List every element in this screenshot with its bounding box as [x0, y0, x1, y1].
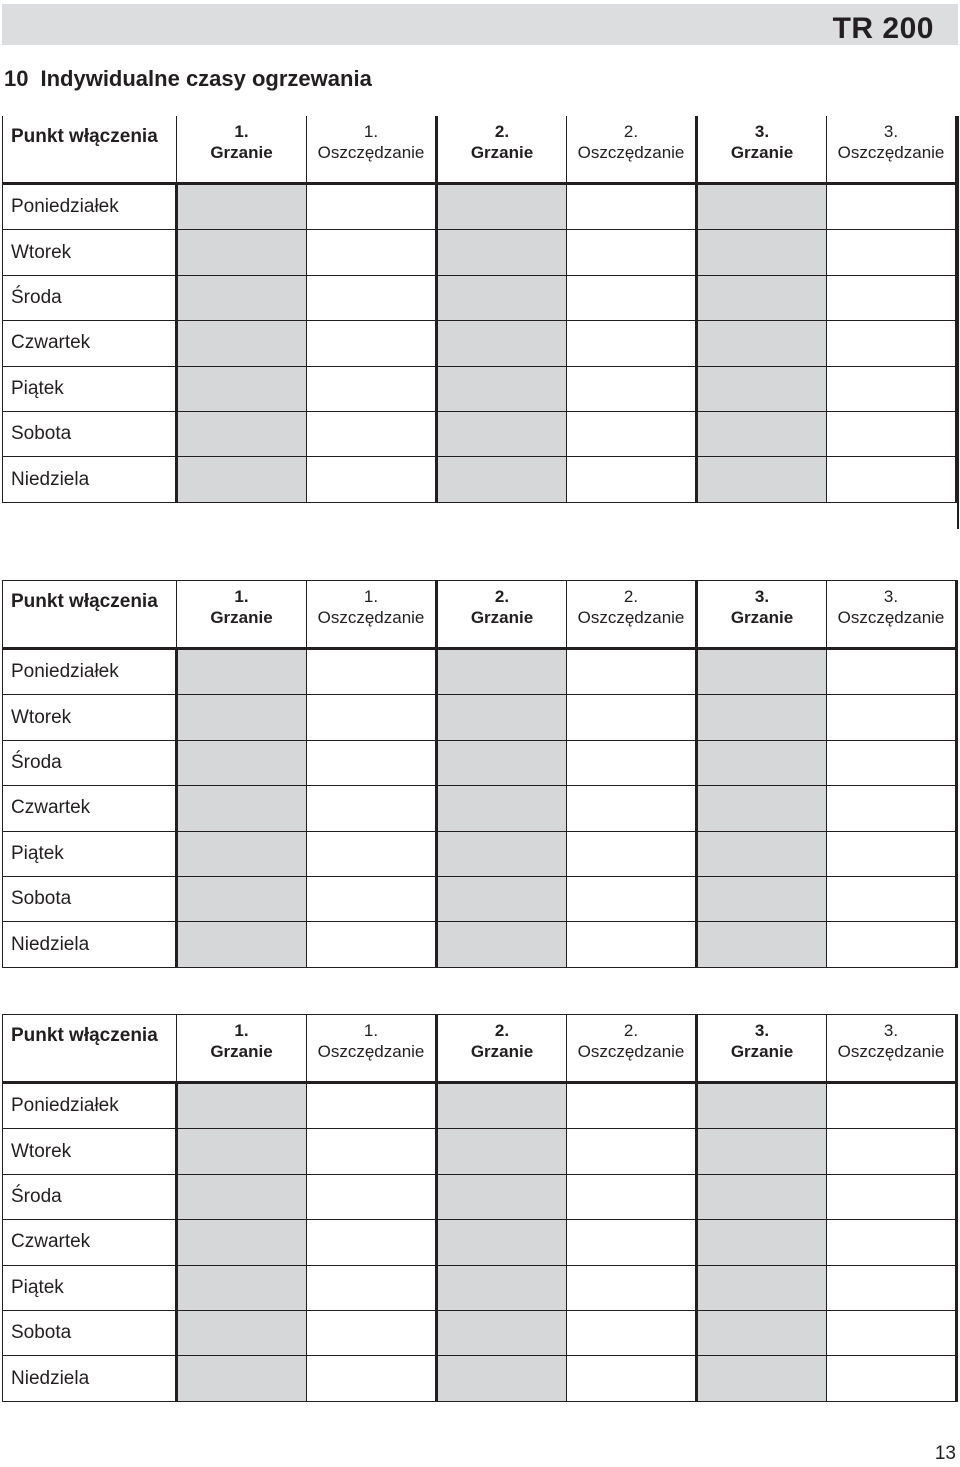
column-header [567, 1015, 697, 1083]
saving-time-cell[interactable] [827, 411, 957, 456]
day-label: Niedziela [3, 922, 177, 967]
saving-time-cell[interactable] [307, 1083, 437, 1129]
saving-time-cell[interactable] [827, 695, 957, 740]
saving-time-cell[interactable] [307, 1129, 437, 1174]
heating-time-cell[interactable] [177, 275, 307, 320]
column-number: 2. [494, 587, 510, 606]
column-header [437, 1015, 567, 1083]
column-number: 2. [494, 1021, 510, 1040]
table-row [3, 366, 957, 411]
column-label: Grzanie [470, 608, 534, 627]
table-row [3, 1129, 957, 1174]
page-number: 13 [934, 1443, 956, 1464]
column-label: Grzanie [210, 608, 273, 627]
heating-time-cell[interactable] [697, 1083, 827, 1129]
heating-time-cell[interactable] [697, 1129, 827, 1174]
saving-time-cell[interactable] [307, 1265, 437, 1310]
heating-time-cell[interactable] [697, 1265, 827, 1310]
column-header [177, 581, 307, 649]
saving-time-cell[interactable] [307, 876, 437, 921]
column-header [437, 581, 567, 649]
heating-time-cell[interactable] [437, 1356, 567, 1401]
column-header [697, 581, 827, 649]
heating-time-cell[interactable] [177, 1083, 307, 1129]
heating-time-cell[interactable] [177, 457, 307, 502]
day-label: Sobota [3, 411, 177, 456]
column-label: Grzanie [210, 1042, 273, 1061]
day-label: Sobota [3, 1310, 177, 1355]
saving-time-cell[interactable] [307, 366, 437, 411]
heating-time-cell[interactable] [437, 831, 567, 876]
table-row [3, 922, 957, 967]
saving-time-cell[interactable] [307, 411, 437, 456]
column-header [827, 116, 957, 184]
saving-time-cell[interactable] [307, 1220, 437, 1265]
saving-time-cell[interactable] [567, 831, 697, 876]
day-label: Środa [3, 1174, 177, 1219]
saving-time-cell[interactable] [307, 649, 437, 695]
column-number: 3. [883, 1021, 899, 1040]
saving-time-cell[interactable] [827, 649, 957, 695]
heating-time-cell[interactable] [177, 695, 307, 740]
day-label: Czwartek [3, 1220, 177, 1265]
saving-time-cell[interactable] [827, 786, 957, 831]
saving-time-cell[interactable] [567, 922, 697, 967]
schedule-table [2, 116, 958, 503]
saving-time-cell[interactable] [567, 740, 697, 785]
saving-time-cell[interactable] [567, 366, 697, 411]
saving-time-cell[interactable] [827, 876, 957, 921]
saving-time-cell[interactable] [827, 1083, 957, 1129]
column-header [307, 581, 437, 649]
heating-time-cell[interactable] [437, 1220, 567, 1265]
table-row [3, 230, 957, 275]
day-label: Wtorek [3, 230, 177, 275]
day-label: Czwartek [3, 321, 177, 366]
table-row [3, 1310, 957, 1355]
table-row [3, 457, 957, 502]
saving-time-cell[interactable] [567, 786, 697, 831]
column-number: 1. [234, 587, 249, 606]
heating-time-cell[interactable] [697, 922, 827, 967]
header-bar [2, 4, 958, 45]
column-number: 3. [754, 1021, 770, 1040]
column-header [567, 581, 697, 649]
column-label: Oszczędzanie [577, 143, 685, 162]
saving-time-cell[interactable] [827, 1129, 957, 1174]
model-name: TR 200 [832, 12, 934, 45]
saving-time-cell[interactable] [567, 1265, 697, 1310]
heating-time-cell[interactable] [177, 831, 307, 876]
saving-time-cell[interactable] [827, 1310, 957, 1355]
heating-time-cell[interactable] [697, 1356, 827, 1401]
saving-time-cell[interactable] [307, 922, 437, 967]
heating-time-cell[interactable] [697, 230, 827, 275]
heating-time-cell[interactable] [177, 876, 307, 921]
saving-time-cell[interactable] [307, 1356, 437, 1401]
heating-time-cell[interactable] [177, 1310, 307, 1355]
heating-time-cell[interactable] [437, 366, 567, 411]
saving-time-cell[interactable] [567, 411, 697, 456]
heating-time-cell[interactable] [697, 1310, 827, 1355]
day-label: Środa [3, 740, 177, 785]
column-number: 1. [363, 122, 379, 141]
column-number: 3. [883, 587, 899, 606]
column-label: Grzanie [730, 608, 794, 627]
heating-time-cell[interactable] [177, 1265, 307, 1310]
column-number: 2. [623, 587, 639, 606]
column-number: 1. [363, 1021, 379, 1040]
saving-time-cell[interactable] [567, 876, 697, 921]
table-row [3, 411, 957, 456]
heating-time-cell[interactable] [697, 649, 827, 695]
heating-time-cell[interactable] [177, 740, 307, 785]
saving-time-cell[interactable] [567, 649, 697, 695]
day-label: Piątek [3, 831, 177, 876]
heating-time-cell[interactable] [177, 649, 307, 695]
heating-time-cell[interactable] [177, 184, 307, 230]
column-header [697, 116, 827, 184]
saving-time-cell[interactable] [567, 1129, 697, 1174]
saving-time-cell[interactable] [827, 922, 957, 967]
table-row [3, 1083, 957, 1129]
table-row [3, 1265, 957, 1310]
table-row [3, 1220, 957, 1265]
column-number: 1. [234, 1021, 249, 1040]
schedule-table [2, 580, 958, 968]
saving-time-cell[interactable] [307, 457, 437, 502]
table-row [3, 786, 957, 831]
heating-time-cell[interactable] [177, 366, 307, 411]
saving-time-cell[interactable] [827, 321, 957, 366]
saving-time-cell[interactable] [827, 275, 957, 320]
table-header-row [3, 581, 957, 649]
day-label: Wtorek [3, 1129, 177, 1174]
saving-time-cell[interactable] [567, 230, 697, 275]
column-number: 1. [363, 587, 379, 606]
saving-time-cell[interactable] [567, 695, 697, 740]
day-label: Niedziela [3, 457, 177, 502]
heating-time-cell[interactable] [177, 1220, 307, 1265]
column-number: 2. [494, 122, 510, 141]
saving-time-cell[interactable] [567, 1220, 697, 1265]
column-label: Grzanie [730, 143, 794, 162]
column-label: Oszczędzanie [837, 608, 945, 627]
heating-time-cell[interactable] [697, 457, 827, 502]
heating-time-cell[interactable] [437, 1083, 567, 1129]
column-number: 2. [623, 1021, 639, 1040]
table-row [3, 275, 957, 320]
heating-time-cell[interactable] [437, 184, 567, 230]
saving-time-cell[interactable] [827, 1265, 957, 1310]
heating-time-cell[interactable] [177, 786, 307, 831]
heating-time-cell[interactable] [437, 411, 567, 456]
column-label: Grzanie [210, 143, 273, 162]
heating-time-cell[interactable] [697, 786, 827, 831]
heating-time-cell[interactable] [697, 321, 827, 366]
column-label: Grzanie [470, 143, 534, 162]
saving-time-cell[interactable] [567, 1083, 697, 1129]
heating-time-cell[interactable] [437, 457, 567, 502]
heating-time-cell[interactable] [177, 922, 307, 967]
table-row [3, 184, 957, 230]
heating-time-cell[interactable] [177, 230, 307, 275]
table-row [3, 695, 957, 740]
column-label: Grzanie [470, 1042, 534, 1061]
day-label: Poniedziałek [3, 649, 177, 695]
heating-time-cell[interactable] [697, 275, 827, 320]
heating-time-cell[interactable] [437, 275, 567, 320]
schedule-table [2, 1014, 958, 1402]
column-header [307, 1015, 437, 1083]
day-label: Środa [3, 275, 177, 320]
saving-time-cell[interactable] [827, 1356, 957, 1401]
column-label: Oszczędzanie [577, 608, 685, 627]
heating-time-cell[interactable] [437, 695, 567, 740]
saving-time-cell[interactable] [567, 1310, 697, 1355]
heating-time-cell[interactable] [177, 321, 307, 366]
heating-time-cell[interactable] [177, 411, 307, 456]
switch-point-header: Punkt włączenia [3, 581, 177, 649]
section-title [4, 66, 372, 92]
heating-time-cell[interactable] [177, 1174, 307, 1219]
heating-time-cell[interactable] [697, 831, 827, 876]
column-header [177, 116, 307, 184]
saving-time-cell[interactable] [307, 695, 437, 740]
table-row [3, 831, 957, 876]
table-row [3, 740, 957, 785]
column-label: Oszczędzanie [317, 143, 425, 162]
day-label: Czwartek [3, 786, 177, 831]
heating-time-cell[interactable] [697, 695, 827, 740]
heating-time-cell[interactable] [437, 1310, 567, 1355]
heating-time-cell[interactable] [437, 740, 567, 785]
saving-time-cell[interactable] [827, 457, 957, 502]
day-label: Niedziela [3, 1356, 177, 1401]
saving-time-cell[interactable] [567, 1174, 697, 1219]
heating-time-cell[interactable] [697, 876, 827, 921]
column-label: Oszczędzanie [837, 1042, 945, 1061]
heating-time-cell[interactable] [437, 1174, 567, 1219]
saving-time-cell[interactable] [827, 230, 957, 275]
table-row [3, 649, 957, 695]
switch-point-header: Punkt włączenia [3, 116, 177, 184]
heating-time-cell[interactable] [697, 1174, 827, 1219]
saving-time-cell[interactable] [307, 230, 437, 275]
saving-time-cell[interactable] [307, 321, 437, 366]
heating-time-cell[interactable] [437, 230, 567, 275]
heating-time-cell[interactable] [697, 366, 827, 411]
column-label: Oszczędzanie [577, 1042, 685, 1061]
heating-time-cell[interactable] [437, 649, 567, 695]
table-header-row [3, 1015, 957, 1083]
column-number: 1. [234, 122, 249, 141]
column-header [177, 1015, 307, 1083]
heating-time-cell[interactable] [437, 1265, 567, 1310]
saving-time-cell[interactable] [827, 184, 957, 230]
saving-time-cell[interactable] [307, 831, 437, 876]
section-title-text: Indywidualne czasy ogrzewania [40, 66, 372, 91]
saving-time-cell[interactable] [567, 321, 697, 366]
saving-time-cell[interactable] [567, 184, 697, 230]
day-label: Sobota [3, 876, 177, 921]
saving-time-cell[interactable] [567, 457, 697, 502]
column-header [697, 1015, 827, 1083]
switch-point-header: Punkt włączenia [3, 1015, 177, 1083]
heating-time-cell[interactable] [697, 411, 827, 456]
column-header [437, 116, 567, 184]
heating-time-cell[interactable] [437, 1129, 567, 1174]
column-number: 3. [883, 122, 899, 141]
saving-time-cell[interactable] [827, 1220, 957, 1265]
heating-time-cell[interactable] [697, 740, 827, 785]
table-row [3, 876, 957, 921]
day-label: Poniedziałek [3, 1083, 177, 1129]
day-label: Piątek [3, 1265, 177, 1310]
heating-time-cell[interactable] [437, 786, 567, 831]
saving-time-cell[interactable] [307, 1174, 437, 1219]
table-header-row [3, 116, 957, 184]
column-label: Oszczędzanie [837, 143, 945, 162]
saving-time-cell[interactable] [827, 740, 957, 785]
column-label: Oszczędzanie [317, 608, 425, 627]
heating-time-cell[interactable] [697, 184, 827, 230]
saving-time-cell[interactable] [307, 184, 437, 230]
saving-time-cell[interactable] [307, 786, 437, 831]
column-number: 2. [623, 122, 639, 141]
column-header [827, 581, 957, 649]
day-label: Wtorek [3, 695, 177, 740]
column-header [827, 1015, 957, 1083]
day-label: Piątek [3, 366, 177, 411]
heating-time-cell[interactable] [437, 922, 567, 967]
column-label: Grzanie [730, 1042, 794, 1061]
saving-time-cell[interactable] [567, 275, 697, 320]
heating-time-cell[interactable] [177, 1129, 307, 1174]
heating-time-cell[interactable] [437, 876, 567, 921]
column-header [307, 116, 437, 184]
table-row [3, 1356, 957, 1401]
heating-time-cell[interactable] [437, 321, 567, 366]
saving-time-cell[interactable] [567, 1356, 697, 1401]
heating-time-cell[interactable] [177, 1356, 307, 1401]
column-number: 3. [754, 587, 770, 606]
saving-time-cell[interactable] [827, 831, 957, 876]
table-row [3, 1174, 957, 1219]
day-label: Poniedziałek [3, 184, 177, 230]
column-label: Oszczędzanie [317, 1042, 425, 1061]
saving-time-cell[interactable] [307, 1310, 437, 1355]
saving-time-cell[interactable] [307, 740, 437, 785]
table-row [3, 321, 957, 366]
saving-time-cell[interactable] [827, 366, 957, 411]
saving-time-cell[interactable] [307, 275, 437, 320]
section-number: 10 [4, 66, 29, 91]
column-number: 3. [754, 122, 770, 141]
heating-time-cell[interactable] [697, 1220, 827, 1265]
column-header [567, 116, 697, 184]
saving-time-cell[interactable] [827, 1174, 957, 1219]
